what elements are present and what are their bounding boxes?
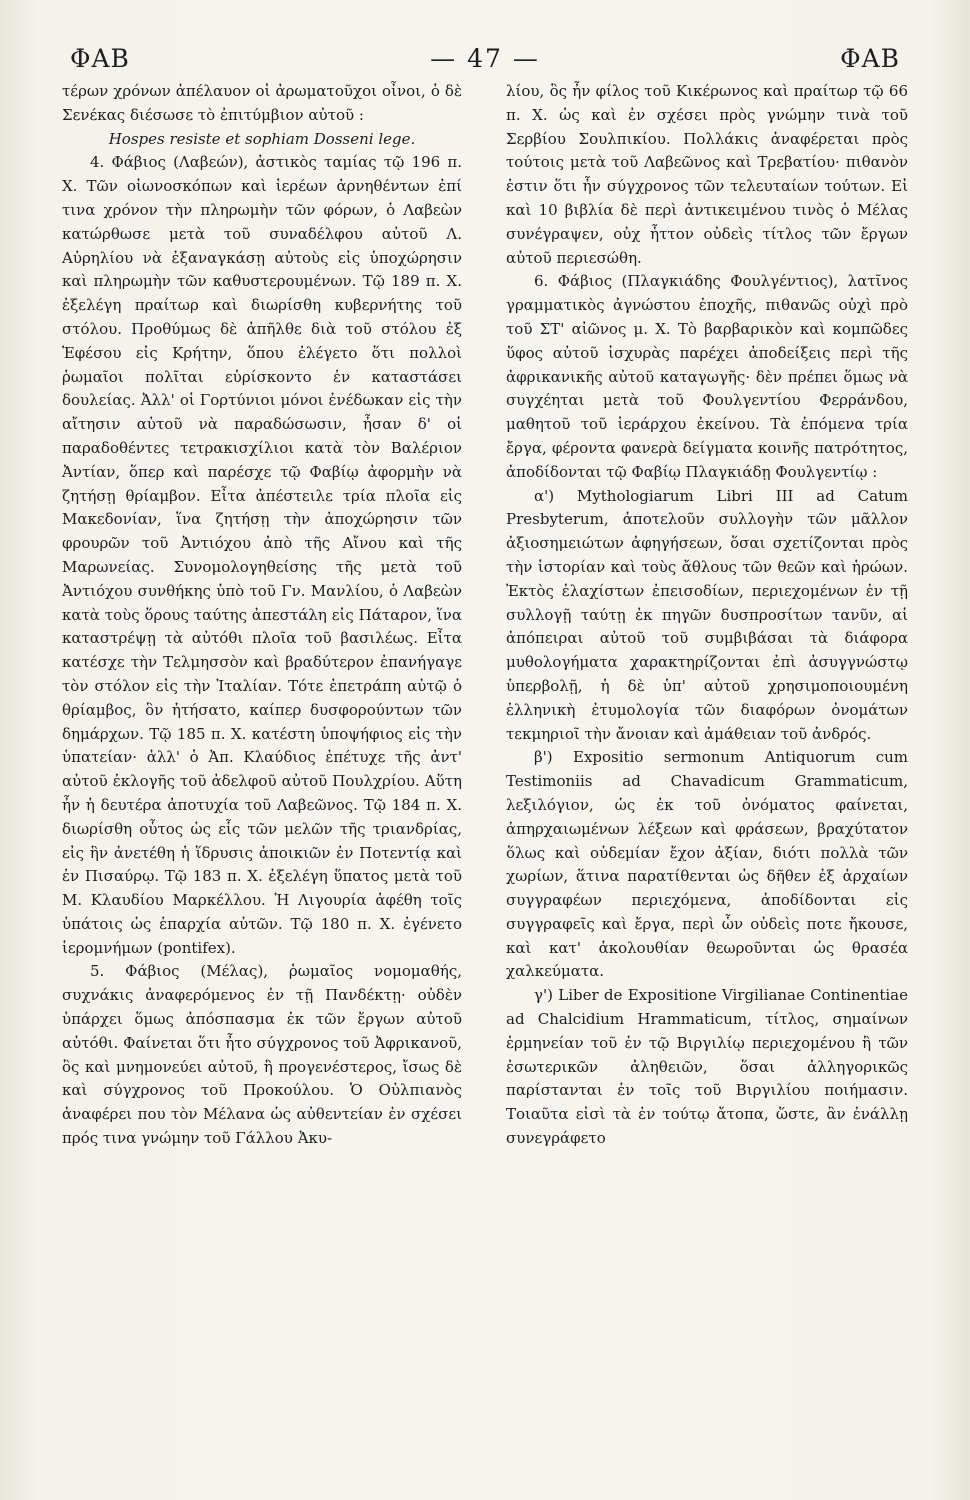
work-expositione-virgilianae: γ') Liber de Expositione Virgilianae Continentiae ad Chalcidium Hrammaticum, τίτλος, σημαίνων ἑρμηνείαν τοῦ ἐν τῷ Βιργιλίῳ περιεχομένου ἢ τῶν ἐσωτερικῶν ἀληθειῶν, ὅσαι ἀλληγορικῶς παρίστανται ἐν τοῖς τοῦ Βιργιλίου ποιήμασιν. Τοιαῦτα εἰσὶ τὰ ἐν τούτῳ ἄτοπα, ὥστε, ἂν ἐνάλλῃ συνεγράφετο [506, 986, 908, 1148]
entry-fabius-planciades-fulgentius: 6. Φάβιος (Πλαγκιάδης Φουλγέντιος), λατῖνος γραμματικὸς ἀγνώστου ἐποχῆς, πιθανῶς οὐχὶ πρὸ τοῦ ΣΤ' αἰῶνος μ. Χ. Τὸ βαρβαρικὸν καὶ κομπῶδες ὕφος αὐτοῦ ἰσχυρὰς παρέχει ἀποδείξεις περὶ τῆς ἀφρικανικῆς αὐτοῦ καταγωγῆς· δὲν πρέπει ὅμως νὰ συγχέηται μετὰ τοῦ Φουλγεντίου Φερράνδου, μαθητοῦ τοῦ ἱεράρχου ἐκείνου. Τὰ ἑπόμενα τρία ἔργα, φέροντα φανερὰ δείγματα κοινῆς πατρότητος, ἀποδίδονται τῷ Φαβίῳ Πλαγκιάδῃ Φουλγεντίῳ : [506, 272, 908, 481]
left-column [62, 80, 462, 1151]
right-column [506, 80, 908, 1151]
header-right-keyword: ΦΑΒ [840, 43, 900, 73]
work-expositio-sermonum: β') Expositio sermonum Antiquorum cum Testimoniis ad Chavadicum Grammaticum, λεξιλόγιον, ὡς ἐκ τοῦ ὀνόματος φαίνεται, ἀπηρχαιωμένων λέξεων καὶ φράσεων, βραχύτατον ὅλως καὶ οὐδεμίαν ἔχον ἀξίαν, διότι πολλὰ τῶν χωρίων, ἅτινα παρατίθενται ὡς δῆθεν ἐξ ἀρχαίων συγγραφέων περιεχόμενα, ἀποδίδονται εἰς συγγραφεῖς καὶ ἔργα, περὶ ὧν οὐδεὶς ποτε ἤκουσε, καὶ κατ' ἀκολουθίαν θεωροῦνται ὡς θρασέα χαλκεύματα. [506, 748, 908, 981]
paragraph-mela-continued: λίου, ὃς ἦν φίλος τοῦ Κικέρωνος καὶ πραίτωρ τῷ 66 π. Χ. ὡς καὶ ἐν σχέσει πρὸς γνώμην τινὰ τοῦ Σερβίου Σουλπικίου. Πολλάκις ἀναφέρεται πρὸς τούτοις μετὰ τοῦ Λαβεῶνος καὶ Τρεβατίου· πιθανὸν ἐστιν ὅτι ἦν σύγχρονος τῶν τελευταίων τούτων. Εἰ καὶ 10 βιβλία δὲ περὶ ἀντικειμένου τινὸς ὁ Μέλας συνέγραψεν, οὐχ ἧττον οὐδεὶς τίτλος τῶν ἔργων αὐτοῦ περιεσώθη. [506, 82, 908, 267]
paragraph-continuation: τέρων χρόνων ἀπέλαυον οἱ ἀρωματοῦχοι οἶνοι, ὁ δὲ Σενέκας διέσωσε τὸ ἐπιτύμβιον αὐτοῦ : [62, 82, 462, 124]
header-left-keyword: ΦΑΒ [70, 43, 130, 73]
page-number: — 47 — [430, 43, 540, 73]
entry-fabius-mela: 5. Φάβιος (Μέλας), ῥωμαῖος νομομαθής, συχνάκις ἀναφερόμενος ἐν τῇ Πανδέκτῃ· οὐδὲν ὑπάρχει ὅμως ἀπόσπασμα ἐκ τῶν ἔργων αὐτοῦ αὐτόθι. Φαίνεται ὅτι ἦτο σύγχρονος τοῦ Ἀφρικανοῦ, ὃς καὶ μνημονεύει αὐτοῦ, ἢ προγενέστερος, ἴσως δὲ καὶ σύγχρονος τοῦ Προκούλου. Ὁ Οὐλπιανὸς ἀναφέρει που τὸν Μέλανα ὡς αὐθεντείαν ἐν σχέσει πρός τινα γνώμην τοῦ Γάλλου Ἀκυ- [62, 962, 462, 1148]
work-mythologiarum: α') Mythologiarum Libri III ad Catum Presbyterum, ἀποτελοῦν συλλογὴν τῶν μᾶλλον ἀξιοσημειώτων ἀφηγήσεων, ὅσαι σχετίζονται πρὸς τὴν ἱστορίαν καὶ τοὺς ἄθλους τῶν θεῶν καὶ ἡρώων. Ἐκτὸς ἐλαχίστων ἐπεισοδίων, περιεχομένων ἐν τῇ συλλογῇ ταύτῃ ἐκ πηγῶν δυσπροσίτων τανῦν, αἱ ἀπόπειραι αὐτοῦ τοῦ συμβιβάσαι τὰ διάφορα μυθολογήματα χαρακτηρίζονται ἐπὶ ἀσυγγνώστῳ ὑπερβολῇ, ἡ δὲ ὑπ' αὐτοῦ χρησιμοποιουμένη ἑλληνικὴ ἐτυμολογία τῶν διαφόρων ὀνομάτων τεκμηριοῖ τὴν ἄνοιαν καὶ ἀμάθειαν τοῦ ἀνδρός. [506, 486, 908, 743]
entry-fabius-labeo: 4. Φάβιος (Λαβεών), ἀστικὸς ταμίας τῷ 196 π. Χ. Τῶν οἰωνοσκόπων καὶ ἱερέων ἀρνηθέντων ἐπί τινα χρόνον τὴν πληρωμὴν τῶν φόρων, ὁ Λαβεὼν κατώρθωσε μετὰ τοῦ συναδέλφου αὐτοῦ Λ. Αὐρηλίου νὰ ἐξαναγκάσῃ αὐτοὺς εἰς ὑποχώρησιν καὶ πληρωμὴν τῶν καθυστερουμένων. Τῷ 189 π. Χ. ἐξελέγη πραίτωρ καὶ διωρίσθη κυβερνήτης τοῦ στόλου. Προθύμως δὲ ἀπῆλθε διὰ τοῦ στόλου ἐξ Ἐφέσου εἰς Κρήτην, ὅπου ἐλέγετο ὅτι πολλοὶ ῥωμαῖοι πολῖται εὑρίσκοντο ἐν καταστάσει δουλείας. Ἀλλ' οἱ Γορτύνιοι μόνοι ἐνέδωκαν εἰς τὴν αἴτησιν αὐτοῦ νὰ παραδώσωσιν, ἦσαν δ' οἱ παραδοθέντες τετρακισχίλιοι κατὰ τὸν Βαλέριον Ἀντίαν, ὅπερ καὶ παρέσχε τῷ Φαβίῳ ἀφορμὴν νὰ ζητήσῃ θρίαμβον. Εἶτα ἀπέστειλε τρία πλοῖα εἰς Μακεδονίαν, ἵνα ζητήσῃ τὴν ἀποχώρησιν τῶν φρουρῶν τοῦ Ἀντιόχου ἀπὸ τῆς Αἴνου καὶ τῆς Μαρωνείας. Συνομολογηθείσης τῆς μετὰ τοῦ Ἀντιόχου συνθήκης ὑπὸ τοῦ Γν. Μανλίου, ὁ Λαβεὼν κατὰ τοὺς ὅρους ταύτης ἀπεστάλη εἰς Πάταρον, ἵνα καταστρέψῃ τὰ αὐτόθι πλοῖα τοῦ βασιλέως. Εἶτα κατέσχε τὴν Τελμησσὸν καὶ βραδύτερον ἐπανήγαγε τὸν στόλον εἰς τὴν Ἰταλίαν. Τότε ἐπετράπη αὐτῷ ὁ θρίαμβος, ὃν ἠτήσατο, καίπερ δυσφορούντων τῶν δημάρχων. Τῷ 185 π. Χ. κατέστη ὑποψήφιος εἰς τὴν ὑπατείαν· ἀλλ' ὁ Ἀπ. Κλαύδιος ἐπέτυχε τῆς ἀντ' αὐτοῦ ἐκλογῆς τοῦ ἀδελφοῦ αὐτοῦ Πουλχρίου. Αὕτη ἦν ἡ δευτέρα ἀποτυχία τοῦ Λαβεῶνος. Τῷ 184 π. Χ. διωρίσθη οὗτος ὡς εἷς τῶν μελῶν τῆς τριανδρίας, εἰς ἣν ἀνετέθη ἡ ἵδρυσις ἀποικιῶν ἐν Ποτεντίᾳ καὶ ἐν Πισαύρῳ. Τῷ 183 π. Χ. ἐξελέγη ὕπατος μετὰ τοῦ Μ. Κλαυδίου Μαρκέλλου. Ἡ Λιγουρία ἀφέθη τοῖς ὑπάτοις ὡς ἐπαρχία αὐτῶν. Τῷ 180 π. Χ. ἐγένετο ἱερομνήμων (pontifex). [62, 153, 462, 957]
running-header [70, 38, 900, 78]
epitaph-quote: Hospes resiste et sophiam Dosseni lege. [108, 129, 416, 148]
